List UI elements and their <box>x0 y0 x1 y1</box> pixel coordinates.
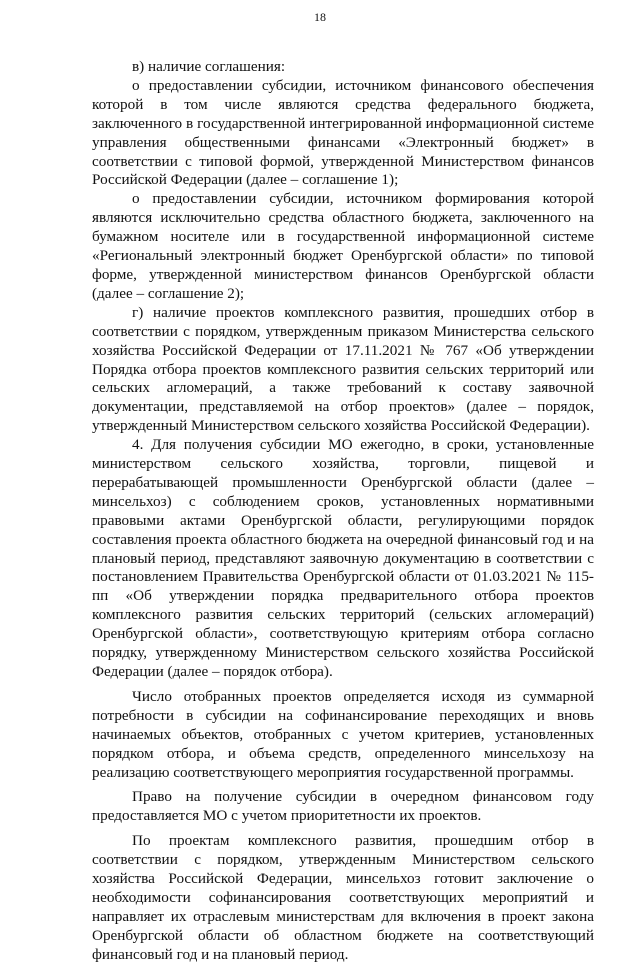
paragraph-item-v: в) наличие соглашения: <box>132 58 286 75</box>
paragraph-agreement-1: о предоставлении субсидии, источником финансового обеспечения которой в том числе являются средства федерального бюджета, заключенного в государственной интегрированной информационной системе управления общественными финансами «Электронный бюджет» в соответствии с типовой формой, утвержденной Министерством финансов Российской Федерации (далее – соглашение 1); <box>92 76 594 189</box>
paragraph-conclusion: По проектам комплексного развития, прошедшим отбор в соответствии с порядком, утвержденным Министерством сельского хозяйства Российской Федерации, минсельхоз готовит заключение о необходимости софинансирования соответствующих мероприятий и направляет их отраслевым министерствам для включения в проект закона Оренбургской области об областном бюджете на соответствующий финансовый год и на плановый период. <box>92 832 594 963</box>
page-number: 18 <box>314 10 326 24</box>
page-body <box>92 58 594 965</box>
paragraph-item-g: г) наличие проектов комплексного развития, прошедших отбор в соответствии с порядком, утвержденным приказом Министерства сельского хозяйства Российской Федерации от 17.11.2021 № 767 «Об утверждении Порядка отбора проектов комплексного развития сельских территорий или сельских агломераций, а также требований к составу заявочной документации, представляемой на отбор проектов» (далее – порядок, утвержденный Министерством сельского хозяйства Российской Федерации). <box>92 303 594 435</box>
paragraph-project-count: Число отобранных проектов определяется исходя из суммарной потребности в субсидии на софинансирование переходящих и вновь начинаемых объектов, отобранных с учетом критериев, установленных порядком отбора, и объема средств, определенного минсельхозу на реализацию соответствующего мероприятия государственной программы. <box>92 687 594 781</box>
paragraph-agreement-2: о предоставлении субсидии, источником формирования которой являются исключительно средства областного бюджета, заключенного на бумажном носителе или в государственной информационной системе «Региональный электронный бюджет Оренбургской области» по типовой форме, утвержденной министерством финансов Оренбургской области (далее – соглашение 2); <box>92 190 594 302</box>
paragraph-section-4: 4. Для получения субсидии МО ежегодно, в сроки, установленные министерством сельского хозяйства, торговли, пищевой и перерабатывающей промышленности Оренбургской области (далее – минсельхоз) с соблюдением сроков, установленных нормативными правовыми актами Оренбургской области, регулирующими порядок составления проекта областного бюджета на очередной финансовый год и на плановый период, представляют заявочную документацию в соответствии с постановлением Правительства Оренбургской области от 01.03.2021 № 115-пп «Об утверждении порядка предварительного отбора проектов комплексного развития сельских территорий (сельских агломераций) Оренбургской области», соответствующую критериям отбора согласно порядку, утвержденному Министерством сельского хозяйства Российской Федерации (далее – порядок отбора). <box>92 436 594 680</box>
paragraph-subsidy-right: Право на получение субсидии в очередном финансовом году предоставляется МО с учетом приоритетности их проектов. <box>92 788 594 825</box>
